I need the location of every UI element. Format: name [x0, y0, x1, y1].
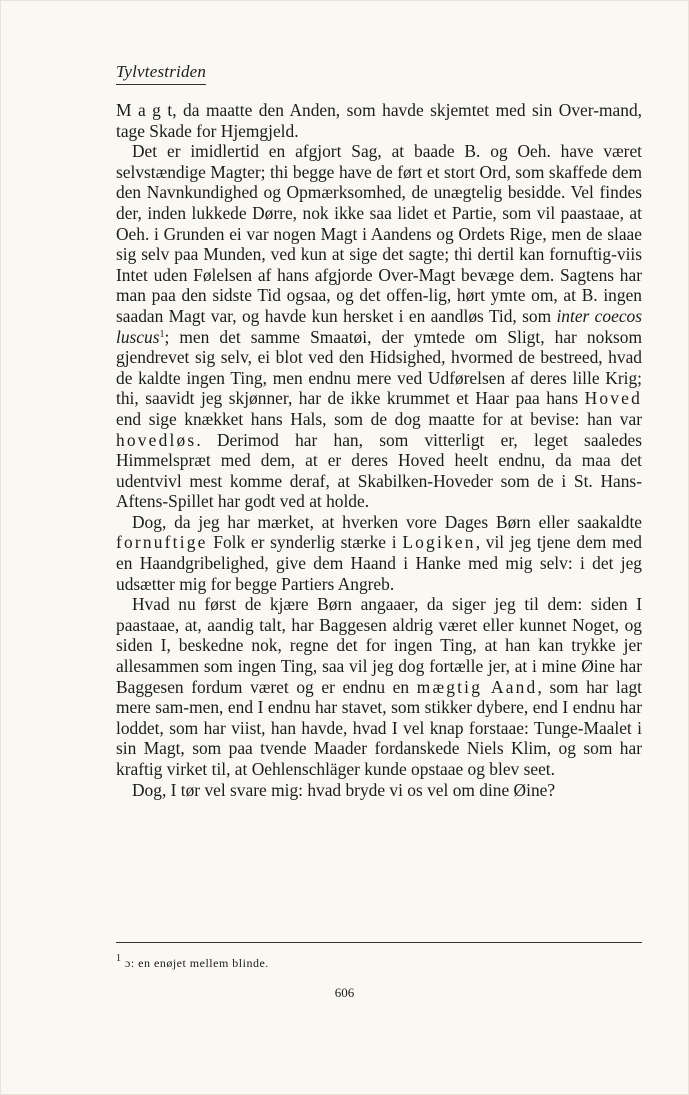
spaced-emphasis: Hoved — [584, 388, 642, 409]
spaced-emphasis: hovedløs — [116, 429, 197, 450]
italic-phrase: inter coecos luscus — [116, 305, 642, 347]
paragraph — [116, 780, 642, 801]
running-title: Tylvtestriden — [116, 62, 206, 85]
text-run: , som har lagt mere sam-men, end I endnu har stavet, som stikker dybere, end I endnu har loddet, som har viist, han havde, hvad I vel knap forstaae: Tunge-Maalet i sin Magt, som paa tvende Maader fordanskede Niels Klim, og som har kraftig virket til, at Oehlenschläger kunde opstaae og blev seet. — [116, 676, 642, 779]
footnote-divider — [116, 942, 642, 943]
text-run: , vil jeg tjene dem med en Haandgribelighed, give dem Haand i Hanke med mig selv: i det jeg udsætter mig for begge Partiers Angreb. — [116, 532, 642, 594]
paragraph — [116, 594, 642, 779]
spaced-emphasis: fornuftige — [116, 532, 208, 553]
text-run: ; men det samme Smaatøi, der ymtede om Sligt, har noksom gjendrevet sig selv, ei blot ved den Hidsighed, hvormed de bestreed, hvad de kaldte ingen Ting, men endnu mere ved Udførelsen af deres lille Krig; thi, saavidt jeg skjønner, har de ikke krummet et Haar paa hans — [116, 326, 642, 409]
spaced-emphasis: Logiken — [402, 532, 476, 553]
text-run: Folk er synderlig stærke i — [207, 532, 403, 553]
footnote — [116, 953, 642, 971]
text-run: Dog, da jeg har mærket, at hverken vore Dages Børn eller saakaldte — [132, 511, 642, 532]
footnote-text: ɔ: en enøjet mellem blinde. — [125, 956, 269, 970]
page-number: 606 — [334, 985, 355, 1000]
paragraph — [116, 100, 642, 141]
text-run: Det er imidlertid en afgjort Sag, at baade B. og Oeh. have været selvstændige Magter; thi begge have de ført et stort Ord, som skaffede dem den Navnkundighed og Opmærksomhed, de unægtelig besidde. Vel findes der, inden lukkede Dørre, nok ikke saa lidet et Partie, som vil paastaae, at Oeh. i Grunden ei var nogen Magt i Aandens og Ordets Rige, men de slaae sig selv paa Munden, ved kun at sige det sagte; thi dertil kan fornuftig-viis Intet uden Følelsen af hans afgjorde Over-Magt bevæge dem. Sagtens har man paa den sidste Tid ogsaa, og det offen-lig, hørt ymte om, at B. ingen saadan Magt var, og havde kun hersket i en aandløs Tid, som — [116, 141, 642, 326]
text-run: . Derimod har han, som vitterligt er, leget saaledes Himmelspræt med dem, at er deres Hoved heelt endnu, da maa det udentvivl mest komme deraf, at Skabilken-Hoveder som de i St. Hans-Aftens-Spillet har godt ved at holde. — [116, 429, 642, 512]
footnote-marker: 1 — [116, 953, 122, 964]
text-run: , da maatte den Anden, som havde skjemtet med sin Over-mand, tage Skade for Hjemgjeld. — [116, 100, 642, 141]
footnote-reference: 1 — [159, 328, 165, 340]
spaced-emphasis: mægtig Aand — [416, 676, 538, 697]
paragraph — [116, 141, 642, 512]
text-run: M a g t — [116, 100, 173, 120]
text-run: end sige knækket hans Hals, som de dog maatte for at bevise: han var — [116, 408, 642, 429]
text-run: Hvad nu først de kjære Børn angaaer, da siger jeg til dem: siden I paastaae, at, aandig talt, har Baggesen aldrig været eller kunnet Noget, og siden I, beskedne nok, regne det for ingen Ting, at han kan trykke jer allesammen som ingen Ting, saa vil jeg dog fortælle jer, at i mine Øine har Baggesen fordum været og er endnu en — [116, 594, 642, 697]
text-run: Dog, I tør vel svare mig: hvad bryde vi os vel om dine Øine? — [132, 779, 556, 800]
body-text — [116, 100, 642, 800]
paragraph — [116, 512, 642, 594]
